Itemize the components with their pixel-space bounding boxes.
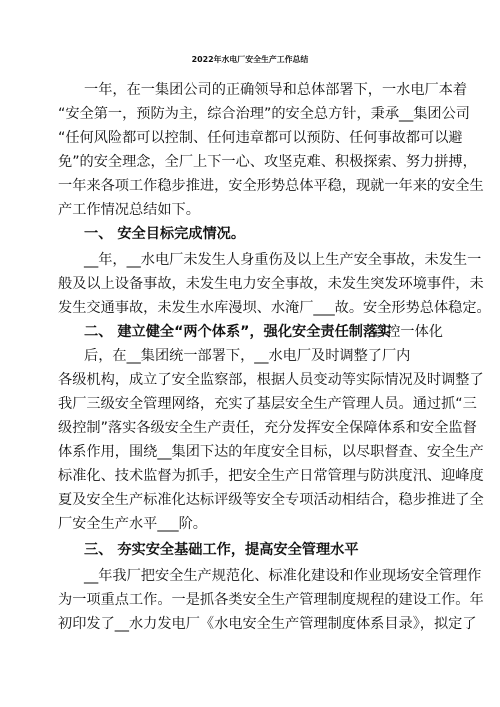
- paragraph-line: 初印发了__水力发电厂《水电安全生产管理制度体系目录》，拟定了: [58, 616, 477, 632]
- paragraph-line: 免”的安全理念，全厂上下一心、攻坚克难、积极探索、努力拼搏，: [58, 154, 477, 170]
- paragraph-line: 各级机构，成立了安全监察部，根据人员变动等实际情况及时调整了: [58, 372, 484, 388]
- paragraph-line: “安全第一，预防为主，综合治理”的安全总方针，秉承__集团公司: [58, 106, 470, 122]
- paragraph-line: 发生交通事故，未发生水库漫坝、水淹厂___故。安全形势总体稳定。: [58, 300, 491, 316]
- section-heading-3: 三、 夯实安全基础工作，提高安全管理水平: [84, 542, 359, 558]
- paragraph-line: 一年，在一集团公司的正确领导和总体部署下，一水电厂本着: [84, 82, 468, 98]
- paragraph-line: 体系作用，围绕__集团下达的年度安全目标，以尽职督查、安全生产: [58, 444, 484, 460]
- paragraph-line: __年我厂把安全生产规范化、标准化建设和作业现场安全管理作: [84, 568, 482, 584]
- paragraph-line: 标准化、技术监督为抓手，把安全生产日常管理与防洪度汛、迎峰度: [58, 468, 484, 484]
- section-heading-2: 二、 建立健全“两个体系”，强化安全责任制落实: [84, 324, 392, 340]
- paragraph-line: 一年来各项工作稳步推进，安全形势总体平稳，现就一年来的安全生: [58, 178, 484, 194]
- paragraph-line: 厂安全生产水平___阶。: [58, 516, 207, 532]
- paragraph-line: 为一项重点工作。一是抓各类安全生产管理制度规程的建设工作。年: [58, 592, 484, 608]
- section-heading-1: 一、 安全目标完成情况。: [84, 226, 246, 242]
- paragraph-line: 后，在__集团统一部署下，__水电厂及时调整了厂内: [84, 348, 411, 364]
- paragraph-line: 般及以上设备事故，未发生电力安全事故，未发生突发环境事件，未: [58, 276, 484, 292]
- paragraph-line: 夏及安全生产标准化达标评级等安全专项活动相结合，稳步推进了全: [58, 492, 484, 508]
- paragraph-line: 管控一体化: [372, 324, 443, 340]
- document-title: 2022年水电厂安全生产工作总结: [191, 55, 309, 64]
- paragraph-line: “任何风险都可以控制、任何违章都可以预防、任何事故都可以避: [58, 130, 463, 146]
- paragraph-line: 级控制”落实各级安全生产责任，充分发挥安全保障体系和安全监督: [58, 420, 477, 436]
- paragraph-line: __年，__水电厂未发生人身重伤及以上生产安全事故，未发生一: [84, 252, 482, 268]
- paragraph-line: 我厂三级安全管理网络，充实了基层安全生产管理人员。通过抓“三: [58, 396, 477, 412]
- paragraph-line: 产工作情况总结如下。: [58, 202, 200, 218]
